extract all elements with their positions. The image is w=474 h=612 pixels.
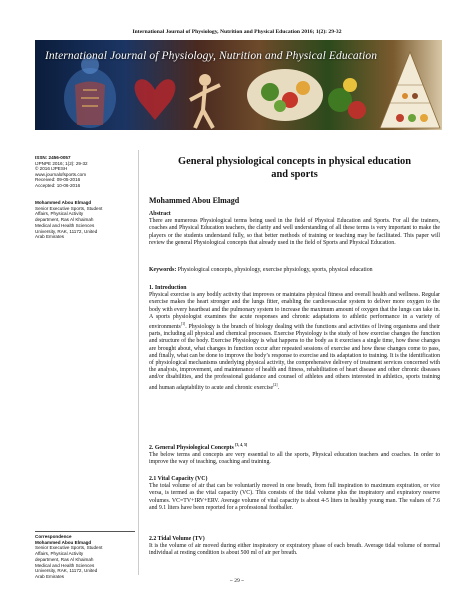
correspondence-line: University, RAK, 11172, United bbox=[35, 568, 98, 574]
issn: ISSN: 2456-0057 bbox=[35, 155, 71, 160]
heart-illustration-icon bbox=[135, 79, 176, 120]
journal-website: www.journalofsports.com bbox=[35, 171, 87, 177]
keywords-text: Physiological concepts, physiology, exercise physiology, sports, physical education bbox=[177, 267, 373, 273]
citation-ref: [1] bbox=[180, 322, 186, 327]
section-2-title: 2. General Physiological Concepts bbox=[149, 444, 234, 451]
affiliation-line: Senior Executive Sports, Student bbox=[35, 205, 103, 211]
vegetables-icon bbox=[328, 78, 366, 119]
correspondence-divider bbox=[35, 531, 135, 532]
author-affiliation bbox=[35, 200, 135, 240]
section-2-text: The below terms and concepts are very essential to all the sports, Physical education teachers and coaches. In order to improve the way of teaching, coaching and training. bbox=[149, 452, 440, 466]
food-plate-icon bbox=[247, 69, 323, 121]
banner-title: International Journal of Physiology, Nutrition and Physical Education bbox=[45, 50, 378, 62]
affiliation-line: University, RAK, 11172, United bbox=[35, 228, 98, 234]
column-divider bbox=[138, 150, 139, 575]
abstract-text: There are numerous Physiological terms being used in the field of Physical Education and Sports. For all the trainers, coaches and Physical Education teachers, the clarity and well understanding of all these terms is very important to make the players or the students understand fully, so that better methods of training or teaching may be facilitated. This paper will review the general Physiological concepts that already used in the field of Sports and Physical Education. bbox=[149, 218, 440, 246]
received-date: Received: 09-05-2016 bbox=[35, 177, 81, 183]
section-2-2-text: It is the volume of air moved during either inspiratory or expiratory phase of each breath. Average tidal volume of normal individual at resting condition is about 500 ml of air per breath. bbox=[149, 543, 440, 557]
affiliation-line: Affairs, Physical Activity bbox=[35, 211, 84, 217]
article-author: Mohammed Abou Elmagd bbox=[149, 196, 240, 205]
section-2-1-text: The total volume of air that can be voluntarily moved in one breath, from full inspiration to maximum expiration, or vice versa, is termed as the vital capacity (VC). This consists of the tidal volume plus the inspiratory and expiratory reserve volumes. VC=TV+IRV+ERV. Average volume of vital capacity is about 4-5 liters in healthy young man. The values of 7.6 and 9.1 liters have been reported for a professional footballer. bbox=[149, 483, 440, 511]
correspondence-line: Arab Emirates bbox=[35, 573, 65, 579]
keywords-section bbox=[149, 267, 440, 274]
citation-ref: [3, 4, 5] bbox=[235, 443, 248, 447]
affiliation-line: department, Ras Al Khaimah bbox=[35, 217, 94, 223]
correspondence-block bbox=[35, 534, 135, 580]
introduction-section bbox=[149, 285, 440, 392]
correspondence-line: department, Ras Al Khaimah bbox=[35, 556, 94, 562]
keywords-label: Keywords: bbox=[149, 267, 177, 273]
anatomy-figure-icon bbox=[64, 56, 116, 128]
food-pyramid-icon bbox=[380, 52, 440, 128]
introduction-text bbox=[149, 292, 440, 392]
section-2 bbox=[149, 442, 440, 467]
intro-text-part: . Physiology is the branch of biology dealing with the functions and activities of living organisms and their parts, including all physical and chemical processes. Exercise Physiology is the study of how exercise changes the function and structure of the body. Exercise Physiology is what happens to the body as it exercises a single time, how these changes are brought about, what changes in function occur after repeated sessions of exercise and how these changes come to pass, and finally, what can be done to improve the body’s response to exercise and its adaptation to training. It is the identification of physiological mechanisms underlying physical activity, the comprehensive delivery of treatment services concerned with the analysis, improvement, and maintenance of health and fitness, rehabilitation of heart disease and other chronic diseases and/or disabilities, and the professional guidance and counsel of athletes and others interested in athletics, sports training and human adaptability to acute and chronic exercise bbox=[149, 323, 440, 391]
article-title-line: and sports bbox=[271, 169, 318, 180]
page-number: ~ 29 ~ bbox=[229, 578, 245, 584]
intro-text-part: Physical exercise is any bodily activity that improves or maintains physical fitness and overall health and wellness. Regular exercise makes the heart stronger and the lungs fitter, enabling the cardiovascular system to deliver more oxygen to the body with every heartbeat and the pulmonary system to increase the maximum amount of oxygen that the lungs can take in. A sports physiologist examines the acute responses and chronic adaptations to athletic performance in a variety of environments bbox=[149, 292, 440, 330]
athlete-silhouette-icon bbox=[190, 74, 220, 128]
correspondence-heading: Correspondence bbox=[35, 534, 72, 539]
correspondence-line: Medical and Health Sciences bbox=[35, 562, 95, 568]
correspondence-line: Affairs, Physical Activity bbox=[35, 551, 84, 557]
correspondence-line: Senior Executive Sports, Student bbox=[35, 545, 103, 551]
introduction-heading: 1. Introduction bbox=[149, 285, 187, 291]
journal-volume: IJPNPE 2016; 1(2): 29-32 bbox=[35, 160, 88, 166]
affiliation-line: Arab Emirates bbox=[35, 234, 65, 240]
abstract-heading: Abstract bbox=[149, 211, 171, 217]
journal-citation: International Journal of Physiology, Nutrition and Physical Education 2016; 1(2): 29-32 bbox=[132, 29, 342, 35]
section-2-2-heading: 2.2 Tidal Volume (TV) bbox=[149, 536, 205, 542]
section-2-1-heading: 2.1 Vital Capacity (VC) bbox=[149, 476, 208, 482]
accepted-date: Accepted: 10-06-2016 bbox=[35, 182, 81, 188]
citation-ref: [2] bbox=[273, 382, 278, 387]
journal-banner bbox=[35, 40, 442, 130]
correspondence-name: Mohammed Abou Elmagd bbox=[35, 539, 92, 545]
abstract-section bbox=[149, 211, 440, 247]
article-title-line: General physiological concepts in physical education bbox=[178, 156, 411, 167]
section-2-1 bbox=[149, 476, 440, 512]
article-title bbox=[149, 155, 440, 181]
intro-text-end: . bbox=[277, 384, 280, 391]
section-2-heading bbox=[149, 442, 440, 452]
section-2-2 bbox=[149, 536, 440, 558]
publication-meta bbox=[35, 155, 135, 189]
affiliation-line: Medical and Health Sciences bbox=[35, 222, 95, 228]
affiliation-author-name: Mohammed Abou Elmagd bbox=[35, 200, 92, 205]
copyright: © 2016 IJPESH bbox=[35, 166, 68, 172]
